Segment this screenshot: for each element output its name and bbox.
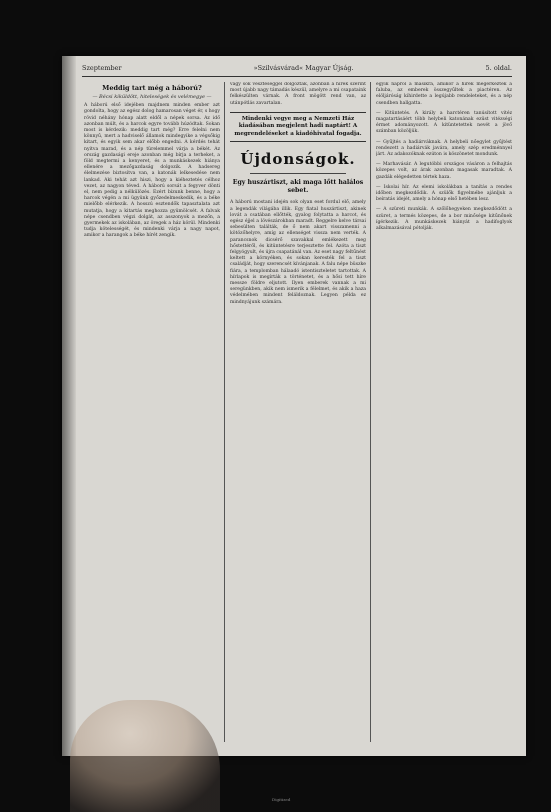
article-subtitle: — Bécsi kiküldött, hiteleségek és velémegye — [92,94,212,100]
digitized-watermark: Digitized [272,797,291,802]
advertisement-notice: Mindenki vegye meg a Nemzeti Ház kiadásában megjelent hadi naptárt! A megrendeléseket a kiadóhivatal fogadja. [230,112,366,143]
header-title: »Szilvásvárad« Magyar Újság. [253,64,354,72]
article-continued: egyik napról a másikra, amikor a hírek megérkeztek a faluba, az emberek összegyűltek a piactéren. Az elöljáróság kihirdette a legújabb rendeleteket, és a nép csendben hallgatta. [376,82,512,106]
article-continued: vagy sok veszteséggel dolgoztak, azonban a hírek szerint most újabb nagy támadás készül, amelyre a mi csapataink felkészülten várnak. A front mögött rend van, az utánpótlás zavartalan. [230,82,366,106]
newspaper-page [62,56,526,756]
column-middle [230,82,366,742]
column-rule [370,82,371,742]
article-body: A háború első idejében majdnem minden ember azt gondolta, hogy az egész dolog hamarosan véget ér, s hogy rövid néhány hónap alatt eldől a népek sorsa. Az idő azonban múlt, és a harcok egyre tovább húzódtak. Sokan most is kérdezik: meddig tart még? Erre felelni nem könnyű, mert a hadviselő államok mindegyike a végsőkig kitart, és egyik sem akar előbb engedni. A kérdés tehát nyitva marad, és a nép türelemmel várja a békét. Az ország gazdasági ereje azonban még bírja a terheket, a föld megtermi a kenyeret, és a munkáskezek hiánya ellenére a mezőgazdaság dolgozik. A hadsereg élelmezése biztosítva van, a katonák lelkesedése nem lankad. Aki tehát azt hiszi, hogy a kiéheztetés célhoz vezet, az nagyon téved. A háború sorsát a fegyver dönti el, nem pedig a nélkülözés. Ezért bízunk benne, hogy a harcok végén a mi ügyünk győzedelmeskedik, és a béke mielőbb elérkezik. A hosszú esztendők tapasztalata azt mutatja, hogy a kitartás meghozza gyümölcsét. A falvak népe csendben végzi dolgát, az asszonyok a mezőn, a gyermekek az iskolában, az öregek a ház körül. Mindenki tudja kötelességét, és mindenki várja a nagy napot, amikor a harangok a béke hírét zengik. [84,103,220,239]
column-left [84,82,220,742]
section-headline: Újdonságok. [240,150,356,169]
news-item: — Gyűjtés a hadiárváknak. A helybeli nőegylet gyűjtést rendezett a hadiárvák javára, amely szép eredménnyel járt. Az adakozóknak ezúton is köszönetet mondunk. [376,139,512,158]
header-date: Szeptember [82,64,122,72]
header-page-number: 5. oldal. [485,64,512,72]
page-header [82,64,512,77]
news-item: — A szüreti munkák. A szőlőhegyeken megkezdődött a szüret, a termés közepes, de a bor minősége kitűnőnek ígérkezik. A munkáskezek hiányát a hadifoglyok alkalmazásával pótolják. [376,207,512,232]
divider [250,173,346,174]
book-gutter-shadow [62,56,76,756]
news-body: A háború mostani idején sok olyan eset fordul elő, amely a legendák világába illik. Egy fiatal huszártiszt, akinek lovát a csatában ellőtték, gyalog folytatta a harcot, és egész éjjel a lövészárokban maradt. Reggelre kelve társai sebesülten találták, de ő nem akart visszamenni a kötözőhelyre, amíg az ellenséget vissza nem verték. A parancsnok dicsérő szavakkal emlékezett meg hőstettéről, és kitüntetésre terjesztette fel. Azóta a tiszt felgyógyult, és újra csapatánál van. Az eset nagy feltűnést keltett a környéken, és sokan keresték fel a tiszt családját, hogy szerencsét kívánjanak. A falu népe büszke fiára, a templomban hálaadó istentiszteletet tartottak. A hírlapok is megírták a történetet, és a hősi tett híre messze földre eljutott. Ilyen emberek vannak a mi seregünkben, akik nem ismerik a félelmet, és akik a haza védelmében mindent feláldoznak. Legyen példa ez mindnyájunk számára. [230,200,366,305]
news-item: — Marhavásár. A legutóbbi országos vásáron a felhajtás közepes volt, az árak azonban magasak maradtak. A gazdák elégedetten tértek haza. [376,162,512,180]
article-title: Meddig tart még a háború? [102,84,202,92]
column-rule [224,82,225,742]
news-item: — Kitüntetés. A király a harctéren tanúsított vitéz magatartásáért több helybeli katonának ezüst vitézségi érmet adományozott. A kitüntetettek nevét a jövő számban közöljük. [376,110,512,135]
news-subheadline: Egy huszártiszt, aki maga lőtt halálos sebet. [232,179,364,195]
news-item: — Iskolai hír. Az elemi iskolákban a tanítás a rendes időben megkezdődik. A szülők figyelmébe ajánljuk a beíratás idejét, amely a hónap első hetében lesz. [376,184,512,203]
column-right [376,82,512,742]
